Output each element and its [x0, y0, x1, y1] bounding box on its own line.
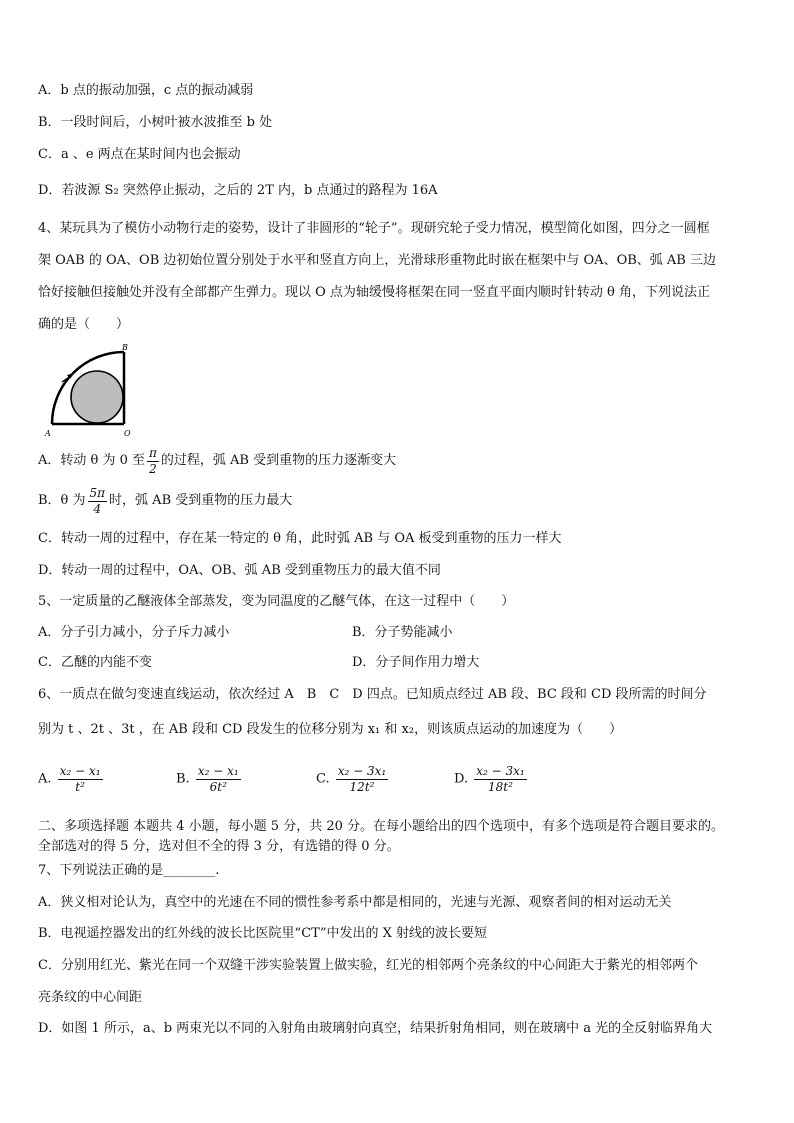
q4-option-b-post: 时，弧 AB 受到重物的压力最大 [109, 493, 293, 508]
q5-option-d: D．分子间作用力增大 [352, 655, 480, 670]
option-fraction [474, 764, 526, 795]
q3-option-b: B．一段时间后，小树叶被水波推至 b 处 [38, 115, 273, 130]
q6-options-row [38, 764, 756, 804]
section2-heading-line2: 全部选对的得 5 分，选对但不全的得 3 分，有选错的得 0 分。 [38, 839, 400, 854]
q4-stem-line4: 确的是（ ） [38, 317, 130, 332]
ball-weight [71, 371, 123, 423]
q4-option-c: C．转动一周的过程中，存在某一特定的 θ 角，此时弧 AB 与 OA 板受到重物的压力一样大 [38, 531, 562, 546]
q4-option-b [38, 486, 756, 516]
fraction-denominator: 12t² [349, 780, 375, 794]
label-a: A [45, 429, 51, 438]
q6-option-c [316, 764, 390, 795]
option-label: A. [38, 771, 52, 787]
q6-stem-line2: 别为 t 、2t 、3t ，在 AB 段和 CD 段发生的位移分别为 x₁ 和 x₂，则该质点运动的加速度为（ ） [38, 722, 623, 737]
section2-heading-line1: 二、多项选择题 本题共 4 小题，每小题 5 分，共 20 分。在每小题给出的四个选项中，有多个选项是符合题目要求的。 [38, 819, 725, 834]
q4-option-a-post: 的过程，弧 AB 受到重物的压力逐渐变大 [160, 453, 397, 468]
q3-option-a: A．b 点的振动加强，c 点的振动减弱 [38, 83, 254, 98]
q5-option-a: A．分子引力减小，分子斥力减小 [38, 625, 230, 640]
fraction-numerator: x₂ − 3x₁ [476, 764, 525, 778]
fraction-denominator: 18t² [488, 780, 513, 794]
fraction-denominator: 4 [93, 501, 102, 516]
fraction-denominator: 6t² [209, 780, 227, 794]
q4-option-b-pre: B．θ 为 [38, 493, 86, 508]
option-label: C. [316, 771, 330, 787]
fraction-denominator: t² [75, 780, 85, 794]
fraction-numerator: 5π [89, 485, 106, 500]
q3-option-d: D．若波源 S₂ 突然停止振动，之后的 2T 内，b 点通过的路程为 16A [38, 183, 438, 198]
q4-option-b-fraction [88, 486, 108, 517]
q7-option-c-line2: 亮条纹的中心间距 [38, 990, 143, 1005]
q7-option-d: D．如图 1 所示，a、b 两束光以不同的入射角由玻璃射向真空，结果折射角相同，则在玻璃中 a 光的全反射临界角大 [38, 1021, 713, 1036]
label-o: O [124, 429, 131, 438]
q4-stem-line2: 架 OAB 的 OA、OB 边初始位置分别处于水平和竖直方向上，光滑球形重物此时嵌在框架中与 OA、OB、弧 AB 三边 [38, 253, 716, 268]
q7-option-c-line1: C．分别用红光、紫光在同一个双缝干涉实验装置上做实验，红光的相邻两个亮条纹的中心间距大于紫光的相邻两个 [38, 958, 698, 973]
option-label: B. [176, 771, 190, 787]
q5-option-c: C．乙醚的内能不变 [38, 655, 152, 670]
fraction-denominator: 2 [149, 461, 157, 476]
option-fraction [58, 764, 103, 795]
q6-option-d [454, 764, 529, 795]
q4-stem-line1: 4、某玩具为了模仿小动物行走的姿势，设计了非圆形的“轮子”。现研究轮子受力情况，模型简化如图，四分之一圆框 [38, 221, 710, 236]
option-fraction [196, 764, 241, 795]
q4-option-a-fraction [147, 446, 159, 477]
q6-stem-line1: 6、一质点在做匀变速直线运动，依次经过 A B C D 四点。已知质点经过 AB 段、BC 段和 CD 段所需的时间分 [38, 687, 707, 702]
q5-options-row1 [38, 624, 756, 642]
q4-option-a-pre: A．转动 θ 为 0 至 [38, 453, 146, 468]
q5-option-b: B．分子势能减小 [352, 625, 453, 640]
q5-options-row2 [38, 654, 756, 672]
fraction-numerator: x₂ − x₁ [59, 764, 101, 778]
fraction-numerator: π [149, 445, 157, 460]
q4-option-a [38, 446, 756, 476]
q4-option-d: D．转动一周的过程中，OA、OB、弧 AB 受到重物压力的最大值不同 [38, 563, 441, 578]
q6-option-a [38, 764, 105, 795]
q7-option-a: A．狭义相对论认为，真空中的光速在不同的惯性参考系中都是相同的，光速与光源、观察者间的相对运动无关 [38, 895, 672, 910]
q4-stem-line3: 恰好接触但接触处并没有全部都产生弹力。现以 O 点为轴缓慢将框架在同一竖直平面内顺时针转动 θ 角，下列说法正 [38, 285, 711, 300]
q7-stem: 7、下列说法正确的是________. [38, 863, 220, 878]
option-fraction [336, 764, 388, 795]
fraction-numerator: x₂ − x₁ [197, 764, 239, 778]
fraction-numerator: x₂ − 3x₁ [337, 764, 387, 778]
q5-stem: 5、一定质量的乙醚液体全部蒸发，变为同温度的乙醚气体，在这一过程中（ ） [38, 594, 515, 609]
q6-option-b [176, 764, 243, 795]
q3-option-c: C．a 、e 两点在某时间内也会振动 [38, 147, 241, 162]
option-label: D. [454, 771, 469, 787]
label-b: B [122, 343, 128, 352]
q7-option-b: B．电视遥控器发出的红外线的波长比医院里“CT”中发出的 X 射线的波长要短 [38, 926, 487, 941]
quarter-circle-frame-figure [42, 342, 142, 442]
